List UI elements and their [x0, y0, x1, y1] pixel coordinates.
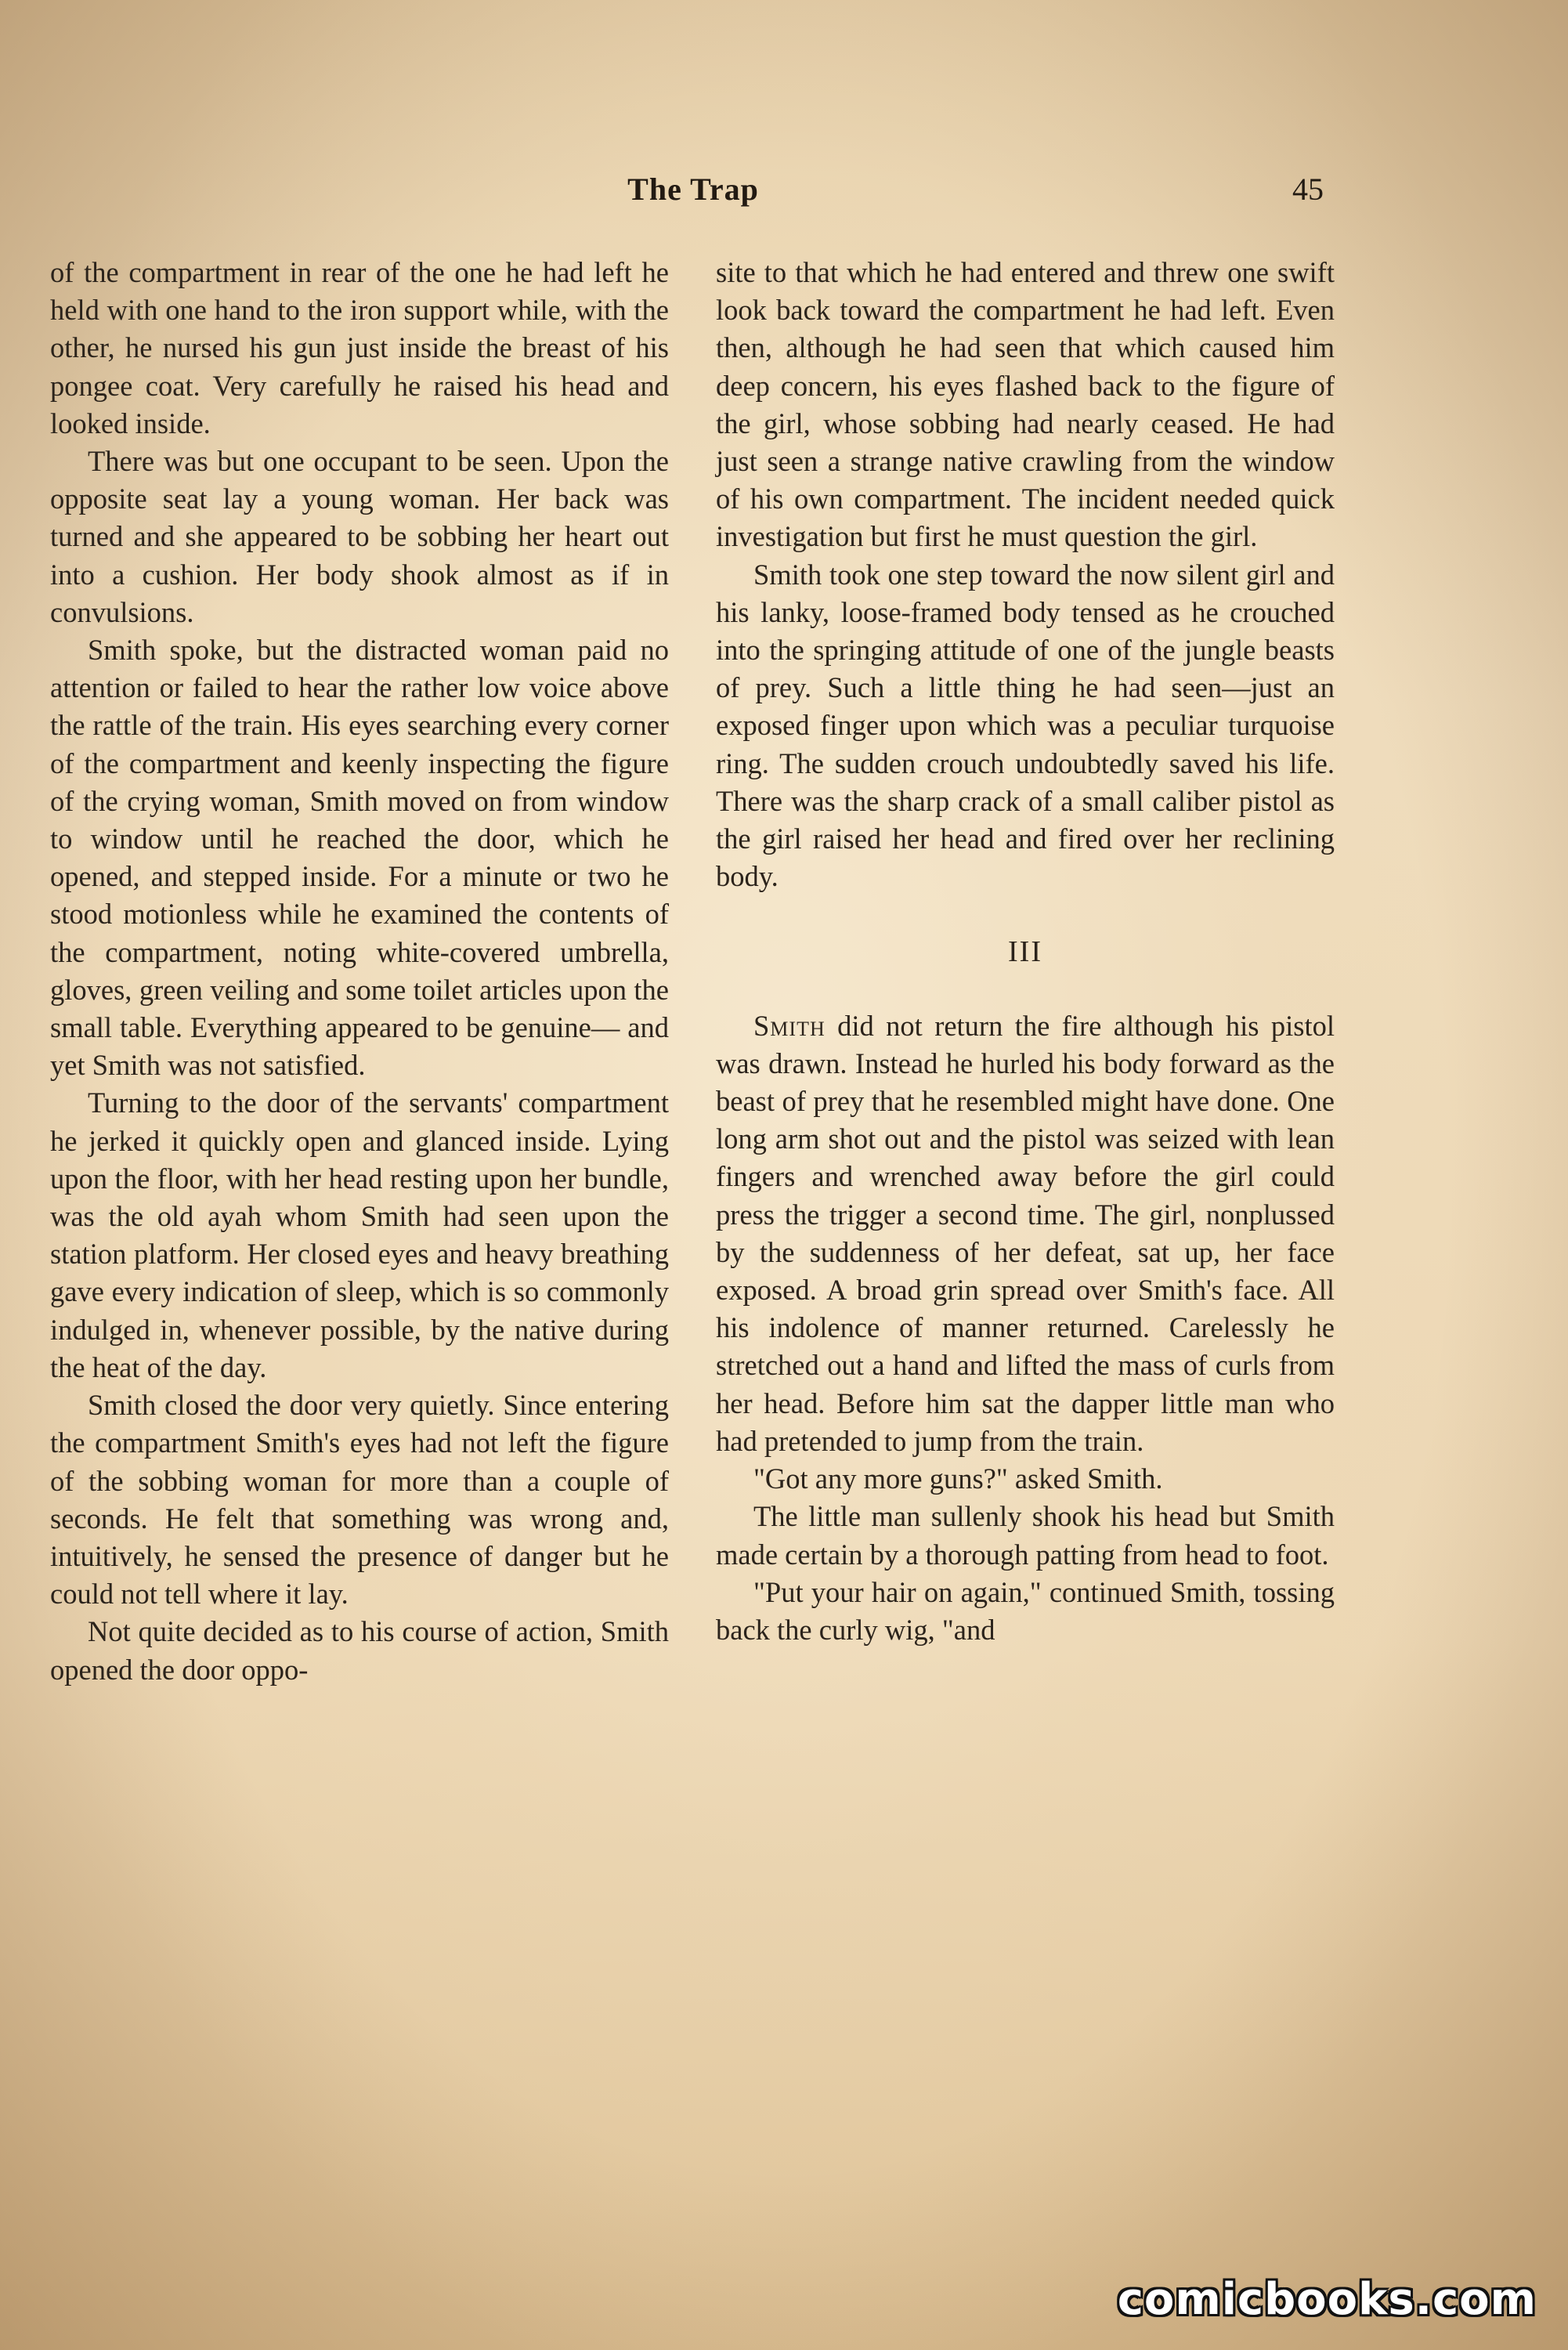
paragraph: "Got any more guns?" asked Smith. — [753, 1462, 1163, 1495]
running-title: The Trap — [627, 172, 759, 207]
section-number: III — [1008, 935, 1042, 969]
paragraph-text: did not return the fire although his pistol was drawn. Instead he hurled his body forward as the beast of prey that he resembled might have done. One long arm shot out and the pistol was seized with lean fingers and wrenched away before the girl could press the trigger a second time. The girl, nonplussed by the suddenness of her defeat, sat up, her face exposed. A broad grin spread over Smith's face. All his indolence of manner returned. Carelessly he stretched out a hand and lifted the mass of curls from her head. Before him sat the dapper little man who had pretended to jump from the train. — [716, 1009, 1335, 1457]
paragraph: Not quite decided as to his course of action, Smith opened the door oppo- — [50, 1615, 669, 1686]
drop-word: Smith — [753, 1009, 826, 1042]
paragraph: Smith spoke, but the distracted woman paid no attention or failed to hear the rather low voice above the rattle of the train. His eyes searching every corner of the compartment and keenly inspecting the figure of the crying woman, Smith moved on from window to window until he reached the door, which he opened, and stepped inside. For a minute or two he stood motionless while he examined the contents of the compartment, noting white-covered umbrella, gloves, green veiling and some toilet articles upon the small table. Everything appeared to be genuine— and yet Smith was not satisfied. — [50, 634, 669, 1082]
paragraph: There was but one occupant to be seen. Upon the opposite seat lay a young woman. Her back was turned and she appeared to be sobbing her heart out into a cushion. Her body shook almost as if in convulsions. — [50, 445, 669, 628]
right-column — [716, 254, 1335, 1649]
paragraph: Smith closed the door very quietly. Since entering the compartment Smith's eyes had not left the figure of the sobbing woman for more than a couple of seconds. He felt that something was wrong and, intuitively, he sensed the presence of danger but he could not tell where it lay. — [50, 1389, 669, 1611]
running-header — [47, 171, 1339, 218]
paragraph: Smith took one step toward the now silent girl and his lanky, loose-framed body tensed as he crouched into the springing attitude of one of the jungle beasts of prey. Such a little thing he had seen—just an exposed finger upon which was a peculiar turquoise ring. The sudden crouch undoubtedly saved his life. There was the sharp crack of a small caliber pistol as the girl raised her head and fired over her reclining body. — [716, 558, 1335, 893]
paragraph: The little man sullenly shook his head but Smith made certain by a thorough patting from head to foot. — [716, 1500, 1335, 1571]
paragraph: of the compartment in rear of the one he had left he held with one hand to the iron support while, with the other, he nursed his gun just inside the breast of his pongee coat. Very carefully he raised his head and looked inside. — [50, 256, 669, 439]
site-watermark: comicbooks.com — [1117, 2274, 1537, 2325]
page-number: 45 — [1292, 172, 1324, 207]
paragraph: site to that which he had entered and threw one swift look back toward the compartment he had left. Even then, although he had seen that which caused him deep concern, his eyes flashed back to the figure of the girl, whose sobbing had nearly ceased. He had just seen a strange native crawling from the window of his own compartment. The incident needed quick investigation but first he must question the girl. — [716, 256, 1335, 553]
paragraph — [716, 1007, 1335, 1460]
paragraph: "Put your hair on again," continued Smith, tossing back the curly wig, "and — [716, 1575, 1335, 1646]
paragraph: Turning to the door of the servants' compartment he jerked it quickly open and glanced inside. Lying upon the floor, with her head resting upon her bundle, was the old ayah whom Smith had seen upon the station platform. Her closed eyes and heavy breathing gave every indication of sleep, which is so commonly indulged in, whenever possible, by the native during the heat of the day. — [50, 1086, 669, 1383]
left-column — [50, 254, 669, 1689]
